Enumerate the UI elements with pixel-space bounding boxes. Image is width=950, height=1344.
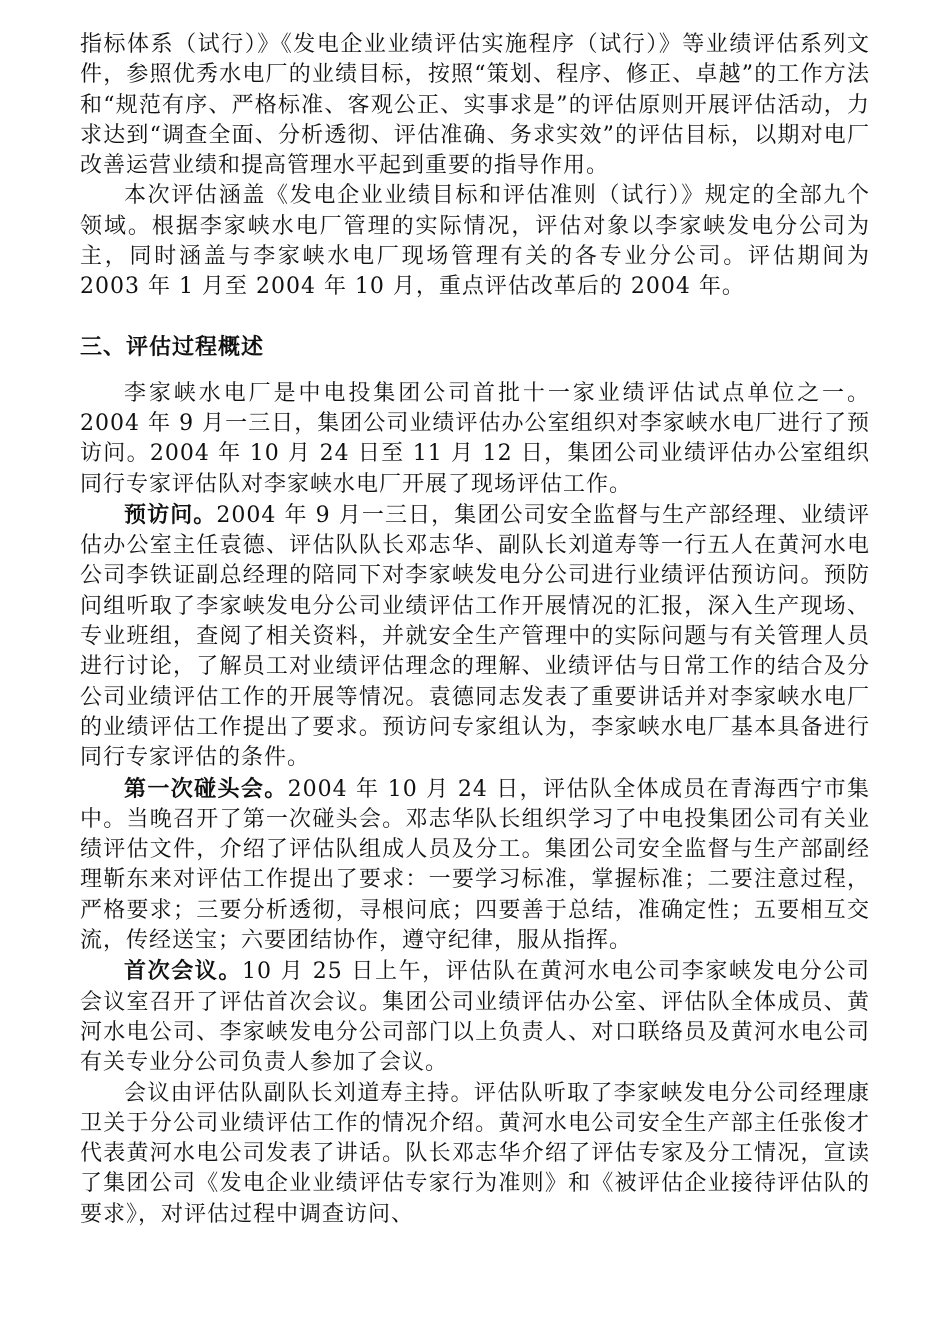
paragraph-evaluation-scope: 本次评估涵盖《发电企业业绩目标和评估准则（试行）》规定的全部九个领域。根据李家峡水电厂管理的实际情况，评估对象以李家峡发电分公司为主，同时涵盖与李家峡水电厂现场管理有关的各专业分公司。评估期间为 2003 年 1 月至 2004 年 10 月，重点评估改革后的 2004 年。 (80, 183, 870, 300)
first-meeting-text: 2004 年 10 月 24 日，评估队全体成员在青海西宁市集中。当晚召开了第一次碰头会。邓志华队长组织学习了中电投集团公司有关业绩评估文件，介绍了评估队组成人员及分工。集团公司安全监督与生产部副经理靳东来对评估工作提出了要求：一要学习标准，掌握标准；二要注意过程，严格要求；三要分析透彻，寻根问底；四要善于总结，准确定性；五要相互交流，传经送宝；六要团结协作，遵守纪律，服从指挥。 (80, 776, 870, 954)
paragraph-meeting-host: 会议由评估队副队长刘道寿主持。评估队听取了李家峡发电分公司经理康卫关于分公司业绩评估工作的情况介绍。黄河水电公司安全生产部主任张俊才代表黄河水电公司发表了讲话。队长邓志华介绍了评估专家及分工情况，宣读了集团公司《发电企业业绩评估专家行为准则》和《被评估企业接待评估队的要求》，对评估过程中调查访问、 (80, 1080, 870, 1227)
paragraph-evaluation-basis: 指标体系（试行）》《发电企业业绩评估实施程序（试行）》等业绩评估系列文件，参照优秀水电厂的业绩目标，按照“策划、程序、修正、卓越”的工作方法和“规范有序、严格标准、客观公正、实事求是”的评估原则开展评估活动，力求达到“调查全面、分析透彻、评估准确、务求实效”的评估目标，以期对电厂改善运营业绩和提高管理水平起到重要的指导作用。 (80, 32, 870, 179)
section-heading: 三、评估过程概述 (80, 334, 265, 360)
previsit-lead: 预访问。 (124, 501, 217, 528)
opening-meeting-lead: 首次会议。 (124, 958, 243, 985)
opening-meeting-text: 10 月 25 日上午，评估队在黄河水电公司李家峡发电分公司会议室召开了评估首次会议。集团公司业绩评估办公室、评估队全体成员、黄河水电公司、李家峡发电分公司部门以上负责人、对口联络员及黄河水电公司有关专业分公司负责人参加了会议。 (80, 959, 870, 1076)
first-meeting-lead: 第一次碰头会。 (124, 775, 288, 802)
paragraph-opening-meeting (80, 956, 870, 1078)
paragraph-process-intro: 李家峡水电厂是中电投集团公司首批十一家业绩评估试点单位之一。2004 年 9 月一三日，集团公司业绩评估办公室组织对李家峡水电厂进行了预访问。2004 年 10 月 24 日至 11 月 12 日，集团公司业绩评估办公室组织同行专家评估队对李家峡水电厂开展了现场评估工作。 (80, 380, 870, 497)
previsit-text: 2004 年 9 月一三日，集团公司安全监督与生产部经理、业绩评估办公室主任袁德、评估队队长邓志华、副队长刘道寿等一行五人在黄河水电公司李铁证副总经理的陪同下对李家峡发电分公司进行业绩评估预访问。预防问组听取了李家峡发电分公司业绩评估工作开展情况的汇报，深入生产现场、专业班组，查阅了相关资料，并就安全生产管理中的实际问题与有关管理人员进行讨论，了解员工对业绩评估理念的理解、业绩评估与日常工作的结合及分公司业绩评估工作的开展等情况。袁德同志发表了重要讲话并对李家峡水电厂的业绩评估工作提出了要求。预访问专家组认为，李家峡水电厂基本具备进行同行专家评估的条件。 (80, 502, 870, 771)
paragraph-previsit (80, 500, 870, 774)
paragraph-first-meeting (80, 774, 870, 957)
document-page (80, 30, 870, 1230)
